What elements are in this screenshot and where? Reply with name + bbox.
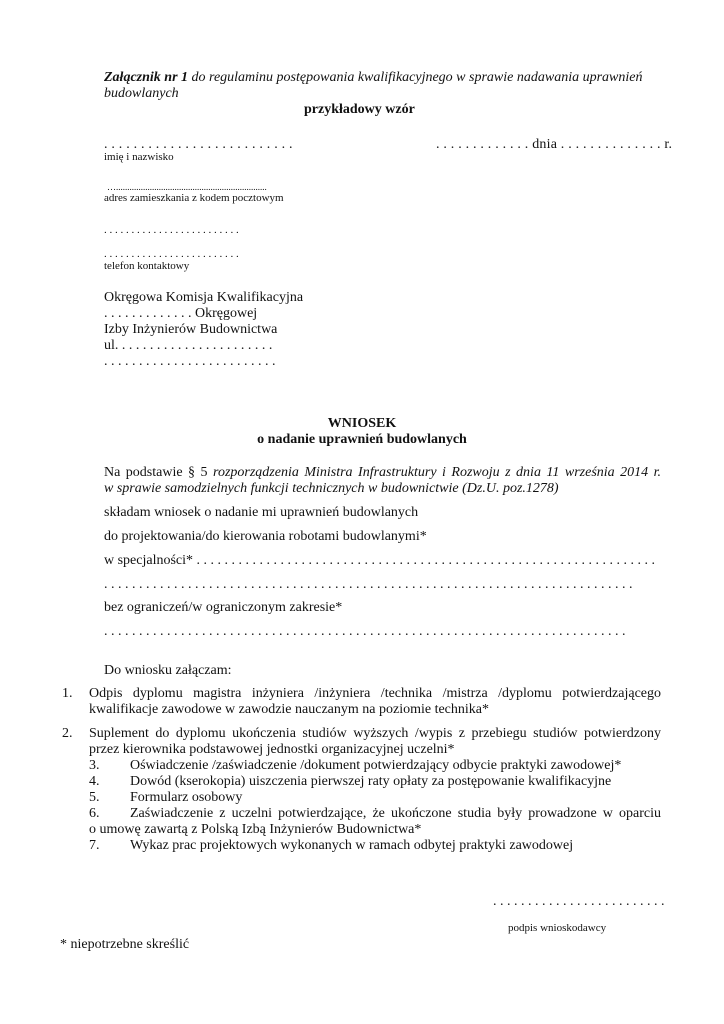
phone-dots-2: . . . . . . . . . . . . . . . . . . . . . . . . . — [104, 248, 239, 260]
attachment-7-number: 7. — [89, 838, 100, 853]
attachment-2-number: 2. — [62, 726, 73, 741]
name-dots: . . . . . . . . . . . . . . . . . . . . . . . . . . — [104, 137, 293, 152]
attachment-6-number: 6. — [89, 806, 100, 821]
specialty-line: w specjalności* . . . . . . . . . . . . . . . . . . . . . . . . . . . . . . . . . . . . . . . . . . . . . . . . . . . . . . . . . . . . . . . . . . — [104, 553, 656, 568]
template-label: przykładowy wzór — [304, 102, 415, 117]
attachment-2-line-1: Suplement do dyplomu ukończenia studiów wyższych /wypis z przebiegu studiów potwierdzony — [89, 726, 661, 741]
footnote: * niepotrzebne skreślić — [60, 937, 190, 952]
annex-label: Załącznik nr 1 — [104, 70, 189, 85]
recipient-line-3: Izby Inżynierów Budownictwa — [104, 322, 278, 337]
attachment-7-text: Wykaz prac projektowych wykonanych w ramach odbytej praktyki zawodowej — [130, 838, 574, 853]
recipient-line-4: ul. . . . . . . . . . . . . . . . . . . . . . . — [104, 338, 273, 353]
attachment-3-number: 3. — [89, 758, 100, 773]
phone-label: telefon kontaktowy — [104, 260, 190, 272]
attachment-4-number: 4. — [89, 774, 100, 789]
attachment-6-line-2: o umowę zawartą z Polską Izbą Inżynierów Budownictwa* — [89, 822, 422, 837]
recipient-line-2: . . . . . . . . . . . . . Okręgowej — [104, 306, 258, 321]
annex-header — [104, 70, 642, 86]
application-subtitle: o nadanie uprawnień budowlanych — [257, 432, 467, 447]
address-dots: …................................................................... — [107, 182, 267, 192]
basis-regulation: rozporządzenia Ministra Infrastruktury i Rozwoju z dnia 11 września 2014 r. — [213, 465, 662, 480]
annex-text: do regulaminu postępowania kwalifikacyjnego w sprawie nadawania uprawnień — [191, 70, 643, 85]
attachment-2-line-2: przez kierownika podstawowej jednostki organizacyjnej uczelni* — [89, 742, 455, 757]
address-label: adres zamieszkania z kodem pocztowym — [104, 192, 284, 204]
attachment-1-number: 1. — [62, 686, 73, 701]
signature-dots: . . . . . . . . . . . . . . . . . . . . . . . . . — [493, 894, 665, 909]
permit-type-line: do projektowania/do kierowania robotami budowlanymi* — [104, 529, 427, 544]
application-title: WNIOSEK — [327, 416, 397, 431]
attachment-5-text: Formularz osobowy — [130, 790, 243, 805]
date-line: . . . . . . . . . . . . . dnia . . . . . . . . . . . . . . r. — [436, 137, 673, 152]
request-line: składam wniosek o nadanie mi uprawnień budowlanych — [104, 505, 419, 520]
basis-prefix: Na podstawie § 5 — [104, 465, 208, 480]
attachment-4-text: Dowód (kserokopia) uiszczenia pierwszej raty opłaty za postępowanie kwalifikacyjne — [130, 774, 612, 789]
legal-basis-line-2: w sprawie samodzielnych funkcji technicznych w budownictwie (Dz.U. poz.1278) — [104, 481, 559, 496]
recipient-line-1: Okręgowa Komisja Kwalifikacyjna — [104, 290, 304, 305]
name-label: imię i nazwisko — [104, 151, 174, 163]
recipient-line-5: . . . . . . . . . . . . . . . . . . . . . . . . . — [104, 354, 276, 369]
phone-dots-1: . . . . . . . . . . . . . . . . . . . . . . . . . — [104, 224, 239, 236]
scope-line: bez ograniczeń/w ograniczonym zakresie* — [104, 600, 343, 615]
attachment-1-line-1: Odpis dyplomu magistra inżyniera /inżyniera /technika /mistrza /dyplomu potwierdzającego — [89, 686, 661, 701]
attachment-5-number: 5. — [89, 790, 100, 805]
attachment-6-line-1: Zaświadczenie z uczelni potwierdzające, że ukończone studia były prowadzone w oparciu — [130, 806, 661, 821]
legal-basis-line-1 — [104, 465, 661, 481]
annex-text-cont: budowlanych — [104, 86, 179, 101]
attachment-3-text: Oświadczenie /zaświadczenie /dokument potwierdzający odbycie praktyki zawodowej* — [130, 758, 622, 773]
attachments-intro: Do wniosku załączam: — [104, 663, 232, 678]
attachment-1-line-2: kwalifikacje zawodowe w zawodzie nauczanym na poziomie technika* — [89, 702, 489, 717]
specialty-dots: . . . . . . . . . . . . . . . . . . . . . . . . . . . . . . . . . . . . . . . . . . . . . . . . . . . . . . . . . . . . . . . . . . . . . . . . . . . . — [104, 577, 633, 592]
signature-label: podpis wnioskodawcy — [508, 922, 607, 934]
scope-dots: . . . . . . . . . . . . . . . . . . . . . . . . . . . . . . . . . . . . . . . . . . . . . . . . . . . . . . . . . . . . . . . . . . . . . . . . . . . — [104, 624, 626, 639]
